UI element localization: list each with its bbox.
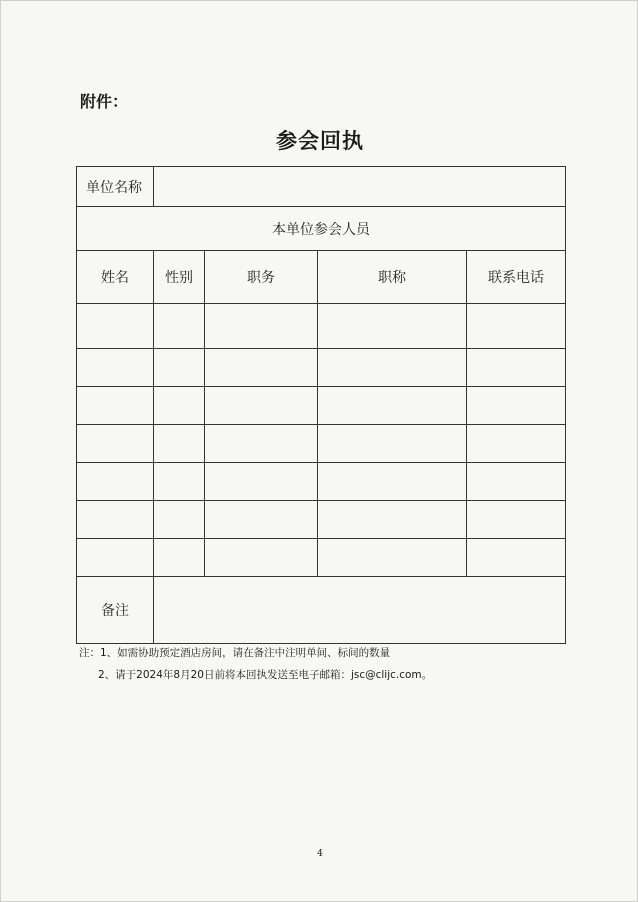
cell-title[interactable] — [318, 539, 467, 577]
cell-name[interactable] — [77, 463, 154, 501]
cell-phone[interactable] — [467, 501, 566, 539]
table-row — [77, 425, 566, 463]
cell-position[interactable] — [205, 501, 318, 539]
table-row — [77, 501, 566, 539]
unit-name-label: 单位名称 — [77, 167, 154, 207]
table-row — [77, 387, 566, 425]
cell-name[interactable] — [77, 349, 154, 387]
column-header-row — [77, 251, 566, 304]
registration-form-table — [76, 166, 566, 644]
unit-name-row — [77, 167, 566, 207]
attendees-header-row — [77, 207, 566, 251]
cell-gender[interactable] — [154, 463, 205, 501]
cell-phone[interactable] — [467, 304, 566, 349]
cell-position[interactable] — [205, 463, 318, 501]
cell-phone[interactable] — [467, 425, 566, 463]
cell-gender[interactable] — [154, 501, 205, 539]
cell-name[interactable] — [77, 304, 154, 349]
cell-phone[interactable] — [467, 349, 566, 387]
cell-title[interactable] — [318, 349, 467, 387]
remarks-label: 备注 — [77, 577, 154, 644]
cell-name[interactable] — [77, 539, 154, 577]
note-line-1: 注：1、如需协助预定酒店房间，请在备注中注明单间、标间的数量 — [79, 647, 391, 659]
cell-gender[interactable] — [154, 387, 205, 425]
cell-position[interactable] — [205, 425, 318, 463]
column-header-position: 职务 — [205, 251, 318, 304]
column-header-gender: 性别 — [154, 251, 205, 304]
cell-gender[interactable] — [154, 539, 205, 577]
cell-title[interactable] — [318, 501, 467, 539]
cell-title[interactable] — [318, 304, 467, 349]
remarks-row — [77, 577, 566, 644]
note-line-2: 2、请于2024年8月20日前将本回执发送至电子邮箱：jsc@clijc.com。 — [98, 669, 433, 681]
cell-title[interactable] — [318, 387, 467, 425]
cell-gender[interactable] — [154, 304, 205, 349]
cell-phone[interactable] — [467, 539, 566, 577]
page-number: 4 — [317, 849, 323, 859]
column-header-phone: 联系电话 — [467, 251, 566, 304]
cell-title[interactable] — [318, 425, 467, 463]
attachment-label: 附件： — [80, 92, 129, 111]
table-row — [77, 463, 566, 501]
cell-phone[interactable] — [467, 387, 566, 425]
cell-phone[interactable] — [467, 463, 566, 501]
column-header-name: 姓名 — [77, 251, 154, 304]
table-row — [77, 304, 566, 349]
cell-gender[interactable] — [154, 349, 205, 387]
remarks-field[interactable] — [154, 577, 566, 644]
column-header-title: 职称 — [318, 251, 467, 304]
cell-gender[interactable] — [154, 425, 205, 463]
notes — [79, 642, 432, 686]
cell-position[interactable] — [205, 387, 318, 425]
cell-position[interactable] — [205, 539, 318, 577]
cell-position[interactable] — [205, 304, 318, 349]
cell-name[interactable] — [77, 501, 154, 539]
cell-position[interactable] — [205, 349, 318, 387]
unit-name-field[interactable] — [154, 167, 566, 207]
table-row — [77, 349, 566, 387]
cell-title[interactable] — [318, 463, 467, 501]
cell-name[interactable] — [77, 387, 154, 425]
page-title: 参会回执 — [276, 129, 364, 153]
attendees-header: 本单位参会人员 — [77, 207, 566, 251]
table-row — [77, 539, 566, 577]
cell-name[interactable] — [77, 425, 154, 463]
